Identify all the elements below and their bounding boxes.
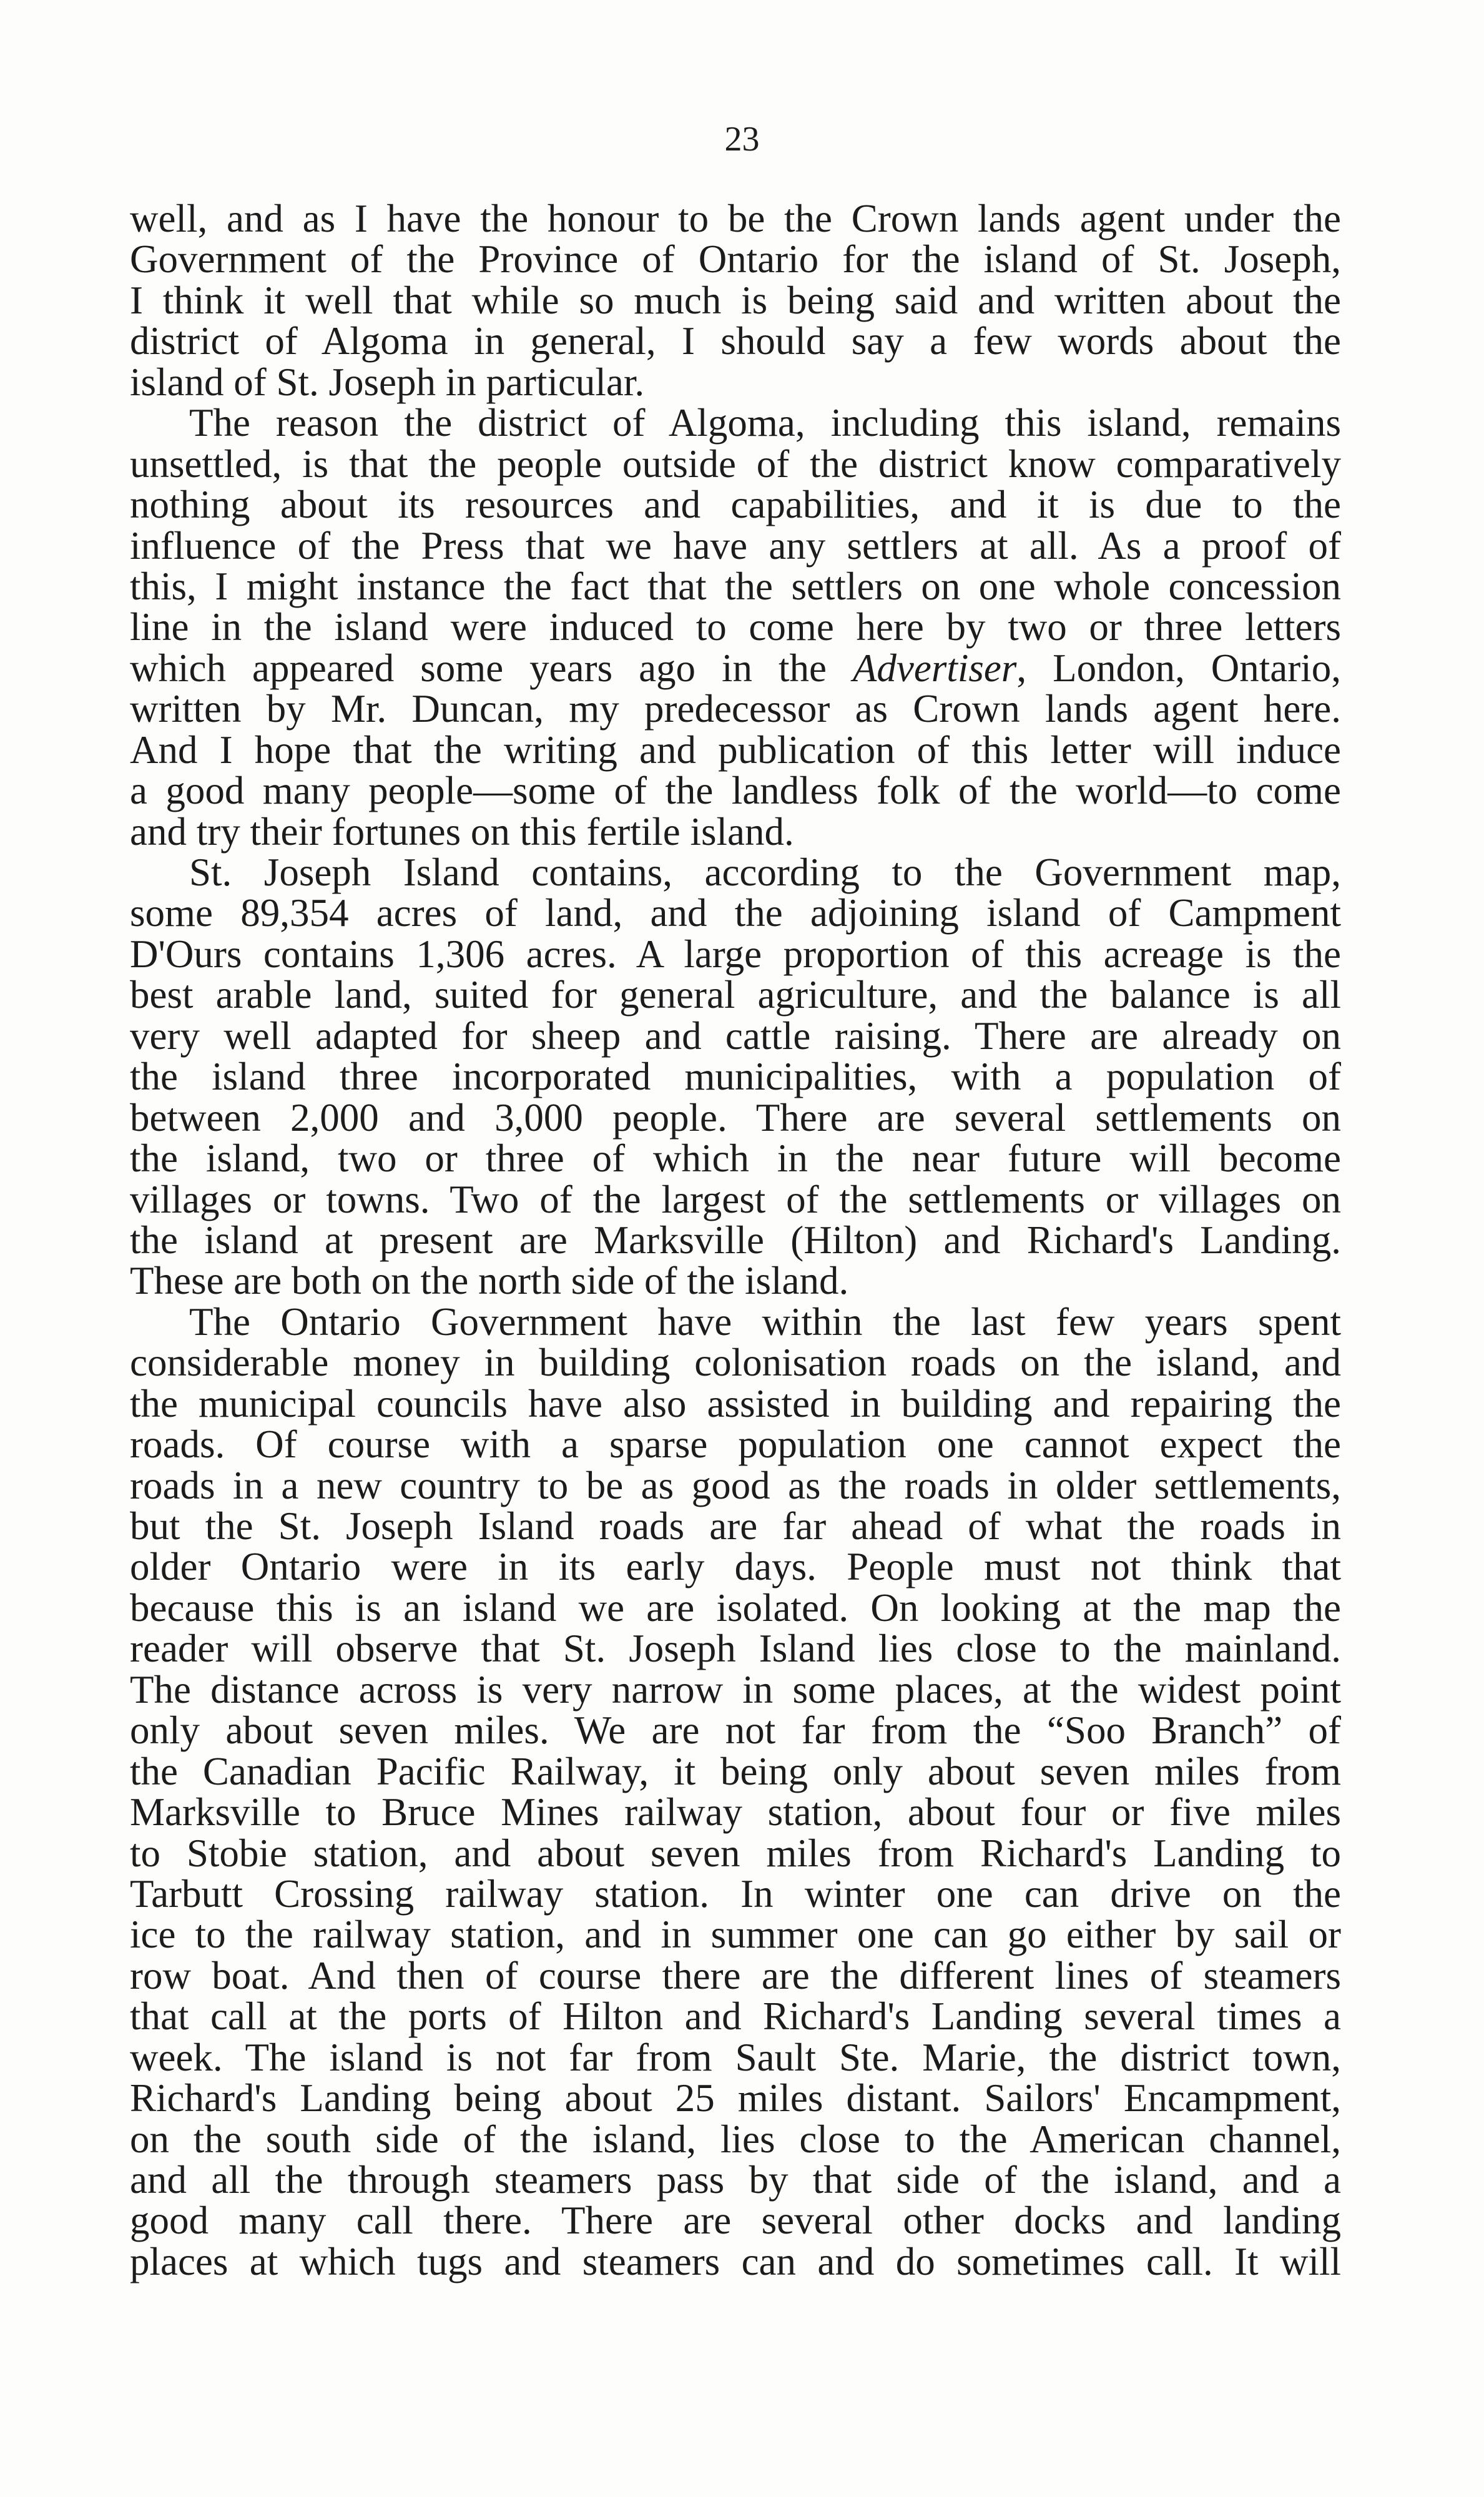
- text-line: reader will observe that St. Joseph Island lies close to the mainland.: [130, 1627, 1341, 1671]
- text-line: well, and as I have the honour to be the Crown lands agent under the: [130, 197, 1341, 240]
- text-line: roads. Of course with a sparse population one cannot expect the: [130, 1422, 1341, 1467]
- text-line: villages or towns. Two of the largest of the settlements or villages on: [130, 1177, 1341, 1221]
- text-line: row boat. And then of course there are the different lines of steamers: [130, 1953, 1341, 1997]
- text-line: on the south side of the island, lies close to the American channel,: [130, 2117, 1341, 2161]
- text-line: the island, two or three of which in the near future will become: [130, 1136, 1341, 1181]
- page-number: 23: [724, 120, 760, 159]
- text-line: the island at present are Marksville (Hilton) and Richard's Landing.: [130, 1218, 1341, 1262]
- text-line: influence of the Press that we have any settlers at all. As a proof of: [130, 523, 1341, 568]
- text-line: a good many people—some of the landless folk of the world—to come: [130, 769, 1341, 813]
- text-line: And I hope that the writing and publication of this letter will induce: [130, 727, 1341, 772]
- text-line: good many call there. There are several other docks and landing: [130, 2199, 1341, 2243]
- text-line: roads in a new country to be as good as the roads in older settlements,: [130, 1463, 1341, 1507]
- newspaper-title: Advertiser: [852, 646, 1017, 690]
- text-line: D'Ours contains 1,306 acres. A large proportion of this acreage is the: [130, 932, 1341, 976]
- text-line: Tarbutt Crossing railway station. In winter one can drive on the: [130, 1871, 1341, 1916]
- text-line: considerable money in building colonisation roads on the island, and: [130, 1341, 1341, 1385]
- text-line: between 2,000 and 3,000 people. There are several settlements on: [130, 1095, 1341, 1140]
- text-line: I think it well that while so much is being said and written about the: [130, 278, 1341, 322]
- text-line: and try their fortunes on this fertile island.: [130, 809, 794, 854]
- text-line: island of St. Joseph in particular.: [130, 360, 645, 404]
- text-line: this, I might instance the fact that the settlers on one whole concession: [130, 564, 1341, 608]
- text-line: places at which tugs and steamers can and do sometimes call. It will: [130, 2239, 1341, 2283]
- text-line: because this is an island we are isolated. On looking at the map the: [130, 1585, 1341, 1630]
- text-line: the municipal councils have also assisted in building and repairing the: [130, 1381, 1341, 1426]
- text-line: older Ontario were in its early days. People must not think that: [130, 1545, 1341, 1589]
- text-line: the Canadian Pacific Railway, it being only about seven miles from: [130, 1749, 1341, 1793]
- text-line: Government of the Province of Ontario for the island of St. Joseph,: [130, 237, 1341, 282]
- text-line: unsettled, is that the people outside of the district know comparatively: [130, 441, 1341, 486]
- text-line: to Stobie station, and about seven miles from Richard's Landing to: [130, 1831, 1341, 1875]
- text-line: written by Mr. Duncan, my predecessor as Crown lands agent here.: [130, 687, 1341, 731]
- text-line: Richard's Landing being about 25 miles distant. Sailors' Encampment,: [130, 2076, 1341, 2120]
- text-line: but the St. Joseph Island roads are far ahead of what the roads in: [130, 1504, 1341, 1548]
- text-line: Marksville to Bruce Mines railway station, about four or five miles: [130, 1790, 1341, 1835]
- text-line: and all the through steamers pass by that side of the island, and a: [130, 2158, 1341, 2202]
- paragraph-start-line: The Ontario Government have within the last few years spent: [189, 1299, 1341, 1344]
- text-line: some 89,354 acres of land, and the adjoining island of Campment: [130, 891, 1341, 935]
- body-text: [130, 199, 1341, 2282]
- text-line: best arable land, suited for general agriculture, and the balance is all: [130, 973, 1341, 1017]
- text-line: ice to the railway station, and in summer one can go either by sail or: [130, 1913, 1341, 1957]
- text-line: very well adapted for sheep and cattle raising. There are already on: [130, 1013, 1341, 1058]
- text-line: district of Algoma in general, I should say a few words about the: [130, 319, 1341, 363]
- text-line: week. The island is not far from Sault Ste. Marie, the district town,: [130, 2035, 1341, 2079]
- text-line: that call at the ports of Hilton and Richard's Landing several times a: [130, 1994, 1341, 2039]
- text-line: line in the island were induced to come here by two or three letters: [130, 605, 1341, 649]
- text-line: These are both on the north side of the island.: [130, 1259, 849, 1303]
- paragraph-start-line: St. Joseph Island contains, according to the Government map,: [189, 850, 1341, 894]
- text-line: The distance across is very narrow in some places, at the widest point: [130, 1667, 1341, 1711]
- paragraph-start-line: The reason the district of Algoma, including this island, remains: [189, 401, 1341, 445]
- text-line: the island three incorporated municipalities, with a population of: [130, 1055, 1341, 1099]
- text-line: which appeared some years ago in the Advertiser, London, Ontario,: [130, 646, 1341, 690]
- text-line: only about seven miles. We are not far from the “Soo Branch” of: [130, 1708, 1341, 1753]
- text-line: nothing about its resources and capabilities, and it is due to the: [130, 483, 1341, 527]
